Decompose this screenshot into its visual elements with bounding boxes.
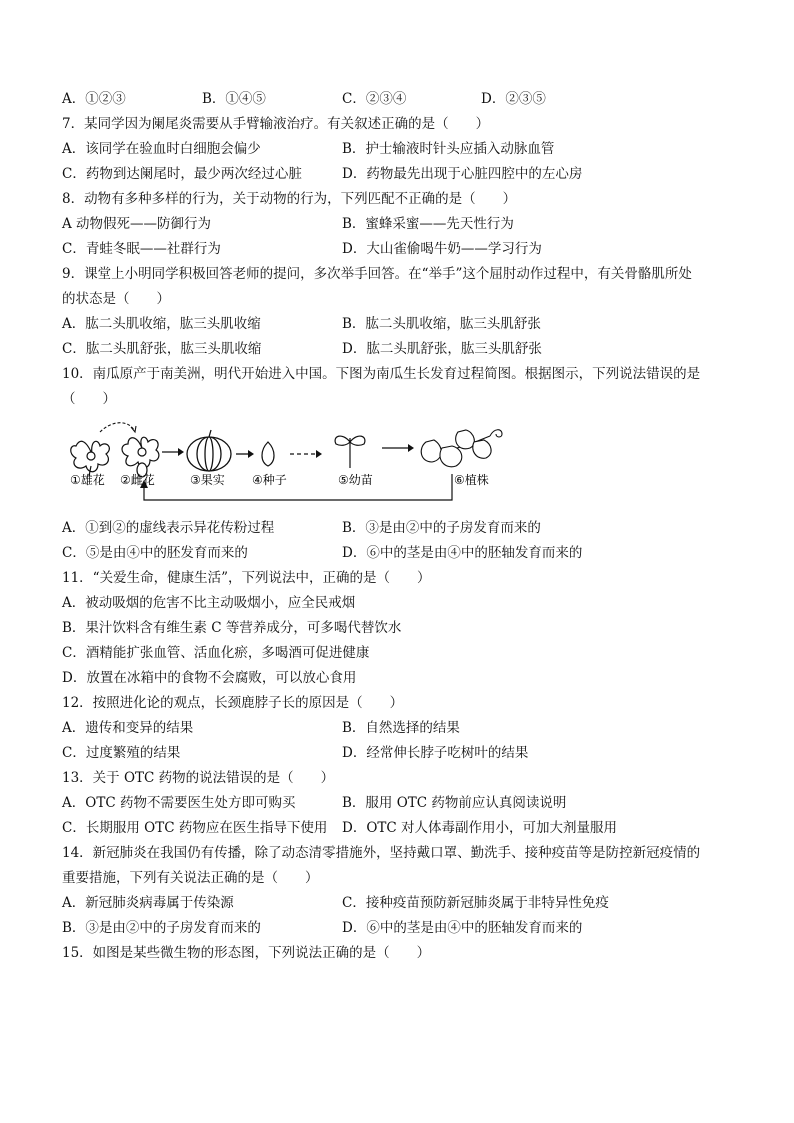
- q8-option-d: D．大山雀偷喝牛奶——学习行为: [342, 241, 542, 257]
- pumpkin-lifecycle-diagram: [62, 418, 522, 510]
- q10-stem-line2: （ ）: [62, 391, 116, 407]
- q7-stem: 7．某同学因为阑尾炎需要从手臂输液治疗。有关叙述正确的是（ ）: [62, 116, 490, 132]
- q8-option-b: B．蜜蜂采蜜——先天性行为: [342, 216, 514, 232]
- q15-stem: 15．如图是某些微生物的形态图，下列说法正确的是（ ）: [62, 945, 431, 961]
- q14-stem-line2: 重要措施，下列有关说法正确的是（ ）: [62, 870, 319, 886]
- q9-option-b: B．肱二头肌收缩，肱三头肌舒张: [342, 316, 541, 332]
- arrow-3-head: [316, 450, 322, 458]
- seedling-icon: [335, 436, 365, 468]
- q14-option-c: C．接种疫苗预防新冠肺炎属于非特异性免疫: [342, 895, 609, 911]
- seed-icon: [262, 442, 274, 466]
- q9-stem-line1: 9．课堂上小明同学积极回答老师的提问，多次举手回答。在“举手”这个屈肘动作过程中，有关骨骼肌所处: [62, 266, 692, 282]
- q10-option-c: C．⑤是由④中的胚发育而来的: [62, 545, 248, 561]
- q11-option-d: D．放置在冰箱中的食物不会腐败，可以放心食用: [62, 670, 357, 686]
- male-flower-icon: [71, 441, 110, 476]
- q8-stem: 8．动物有多种多样的行为，关于动物的行为，下列匹配不正确的是（ ）: [62, 191, 517, 207]
- q12-option-b: B．自然选择的结果: [342, 720, 460, 736]
- q10-stem-line1: 10．南瓜原产于南美洲，明代开始进入中国。下图为南瓜生长发育过程简图。根据图示，下列说法错误的是: [62, 366, 701, 382]
- q11-stem: 11．“关爱生命，健康生活”，下列说法中，正确的是（ ）: [62, 570, 431, 586]
- pumpkin-fruit-icon: [187, 430, 231, 471]
- q10-option-b: B．③是由②中的子房发育而来的: [342, 520, 541, 536]
- q12-stem: 12．按照进化论的观点，长颈鹿脖子长的原因是（ ）: [62, 695, 404, 711]
- q6-option-d: D．②③⑤: [481, 91, 546, 107]
- q12-option-d: D．经常伸长脖子吃树叶的结果: [342, 745, 529, 761]
- q14-option-b: B．③是由②中的子房发育而来的: [62, 920, 261, 936]
- q13-option-c: C．长期服用 OTC 药物应在医生指导下使用: [62, 820, 328, 836]
- label-male-flower: ①雄花: [70, 473, 105, 487]
- label-female-flower: ②雌花: [120, 473, 155, 487]
- arrow-1-head: [178, 448, 184, 456]
- q13-stem: 13．关于 OTC 药物的说法错误的是（ ）: [62, 770, 335, 786]
- q8-option-c: C．青蛙冬眠——社群行为: [62, 241, 221, 257]
- q6-option-b: B．①④⑤: [202, 91, 266, 107]
- pollination-dashed-arrow: [100, 423, 134, 432]
- arrow-2-head: [248, 450, 254, 458]
- q14-option-a: A．新冠肺炎病毒属于传染源: [62, 895, 234, 911]
- q12-option-c: C．过度繁殖的结果: [62, 745, 181, 761]
- q6-option-a: A．①②③: [62, 91, 126, 107]
- q9-option-d: D．肱二头肌舒张，肱三头肌舒张: [342, 341, 542, 357]
- female-flower-icon: [122, 437, 159, 477]
- q10-option-d: D．⑥中的茎是由④中的胚轴发育而来的: [342, 545, 583, 561]
- label-seed: ④种子: [252, 473, 287, 487]
- label-fruit: ③果实: [190, 473, 225, 487]
- q13-option-d: D．OTC 对人体毒副作用小，可加大剂量服用: [342, 820, 618, 836]
- q7-option-d: D．药物最先出现于心脏四腔中的左心房: [342, 166, 583, 182]
- q9-option-c: C．肱二头肌舒张，肱三头肌收缩: [62, 341, 262, 357]
- q14-option-d: D．⑥中的茎是由④中的胚轴发育而来的: [342, 920, 583, 936]
- q7-option-a: A．该同学在验血时白细胞会偏少: [62, 141, 261, 157]
- q9-option-a: A．肱二头肌收缩，肱三头肌收缩: [62, 316, 261, 332]
- q11-option-a: A．被动吸烟的危害不比主动吸烟小，应全民戒烟: [62, 595, 356, 611]
- q10-option-a: A．①到②的虚线表示异花传粉过程: [62, 520, 275, 536]
- q14-stem-line1: 14．新冠肺炎在我国仍有传播，除了动态清零措施外，坚持戴口罩、勤洗手、接种疫苗等是防控新冠疫情的: [62, 845, 701, 861]
- q13-option-b: B．服用 OTC 药物前应认真阅读说明: [342, 795, 567, 811]
- q11-option-b: B．果汁饮料含有维生素 C 等营养成分，可多喝代替饮水: [62, 620, 402, 636]
- q12-option-a: A．遗传和变异的结果: [62, 720, 194, 736]
- q7-option-c: C．药物到达阑尾时，最少两次经过心脏: [62, 166, 302, 182]
- q6-option-c: C．②③④: [342, 91, 407, 107]
- q8-option-a: A 动物假死——防御行为: [62, 216, 212, 232]
- q13-option-a: A．OTC 药物不需要医生处方即可购买: [62, 795, 296, 811]
- q9-stem-line2: 的状态是（ ）: [62, 291, 170, 307]
- pumpkin-plant-icon: [421, 430, 502, 467]
- label-seedling: ⑤幼苗: [338, 473, 373, 487]
- q11-option-c: C．酒精能扩张血管、活血化瘀，多喝酒可促进健康: [62, 645, 370, 661]
- q7-option-b: B．护士输液时针头应插入动脉血管: [342, 141, 555, 157]
- label-plant: ⑥植株: [454, 473, 489, 487]
- arrow-4-head: [408, 444, 414, 452]
